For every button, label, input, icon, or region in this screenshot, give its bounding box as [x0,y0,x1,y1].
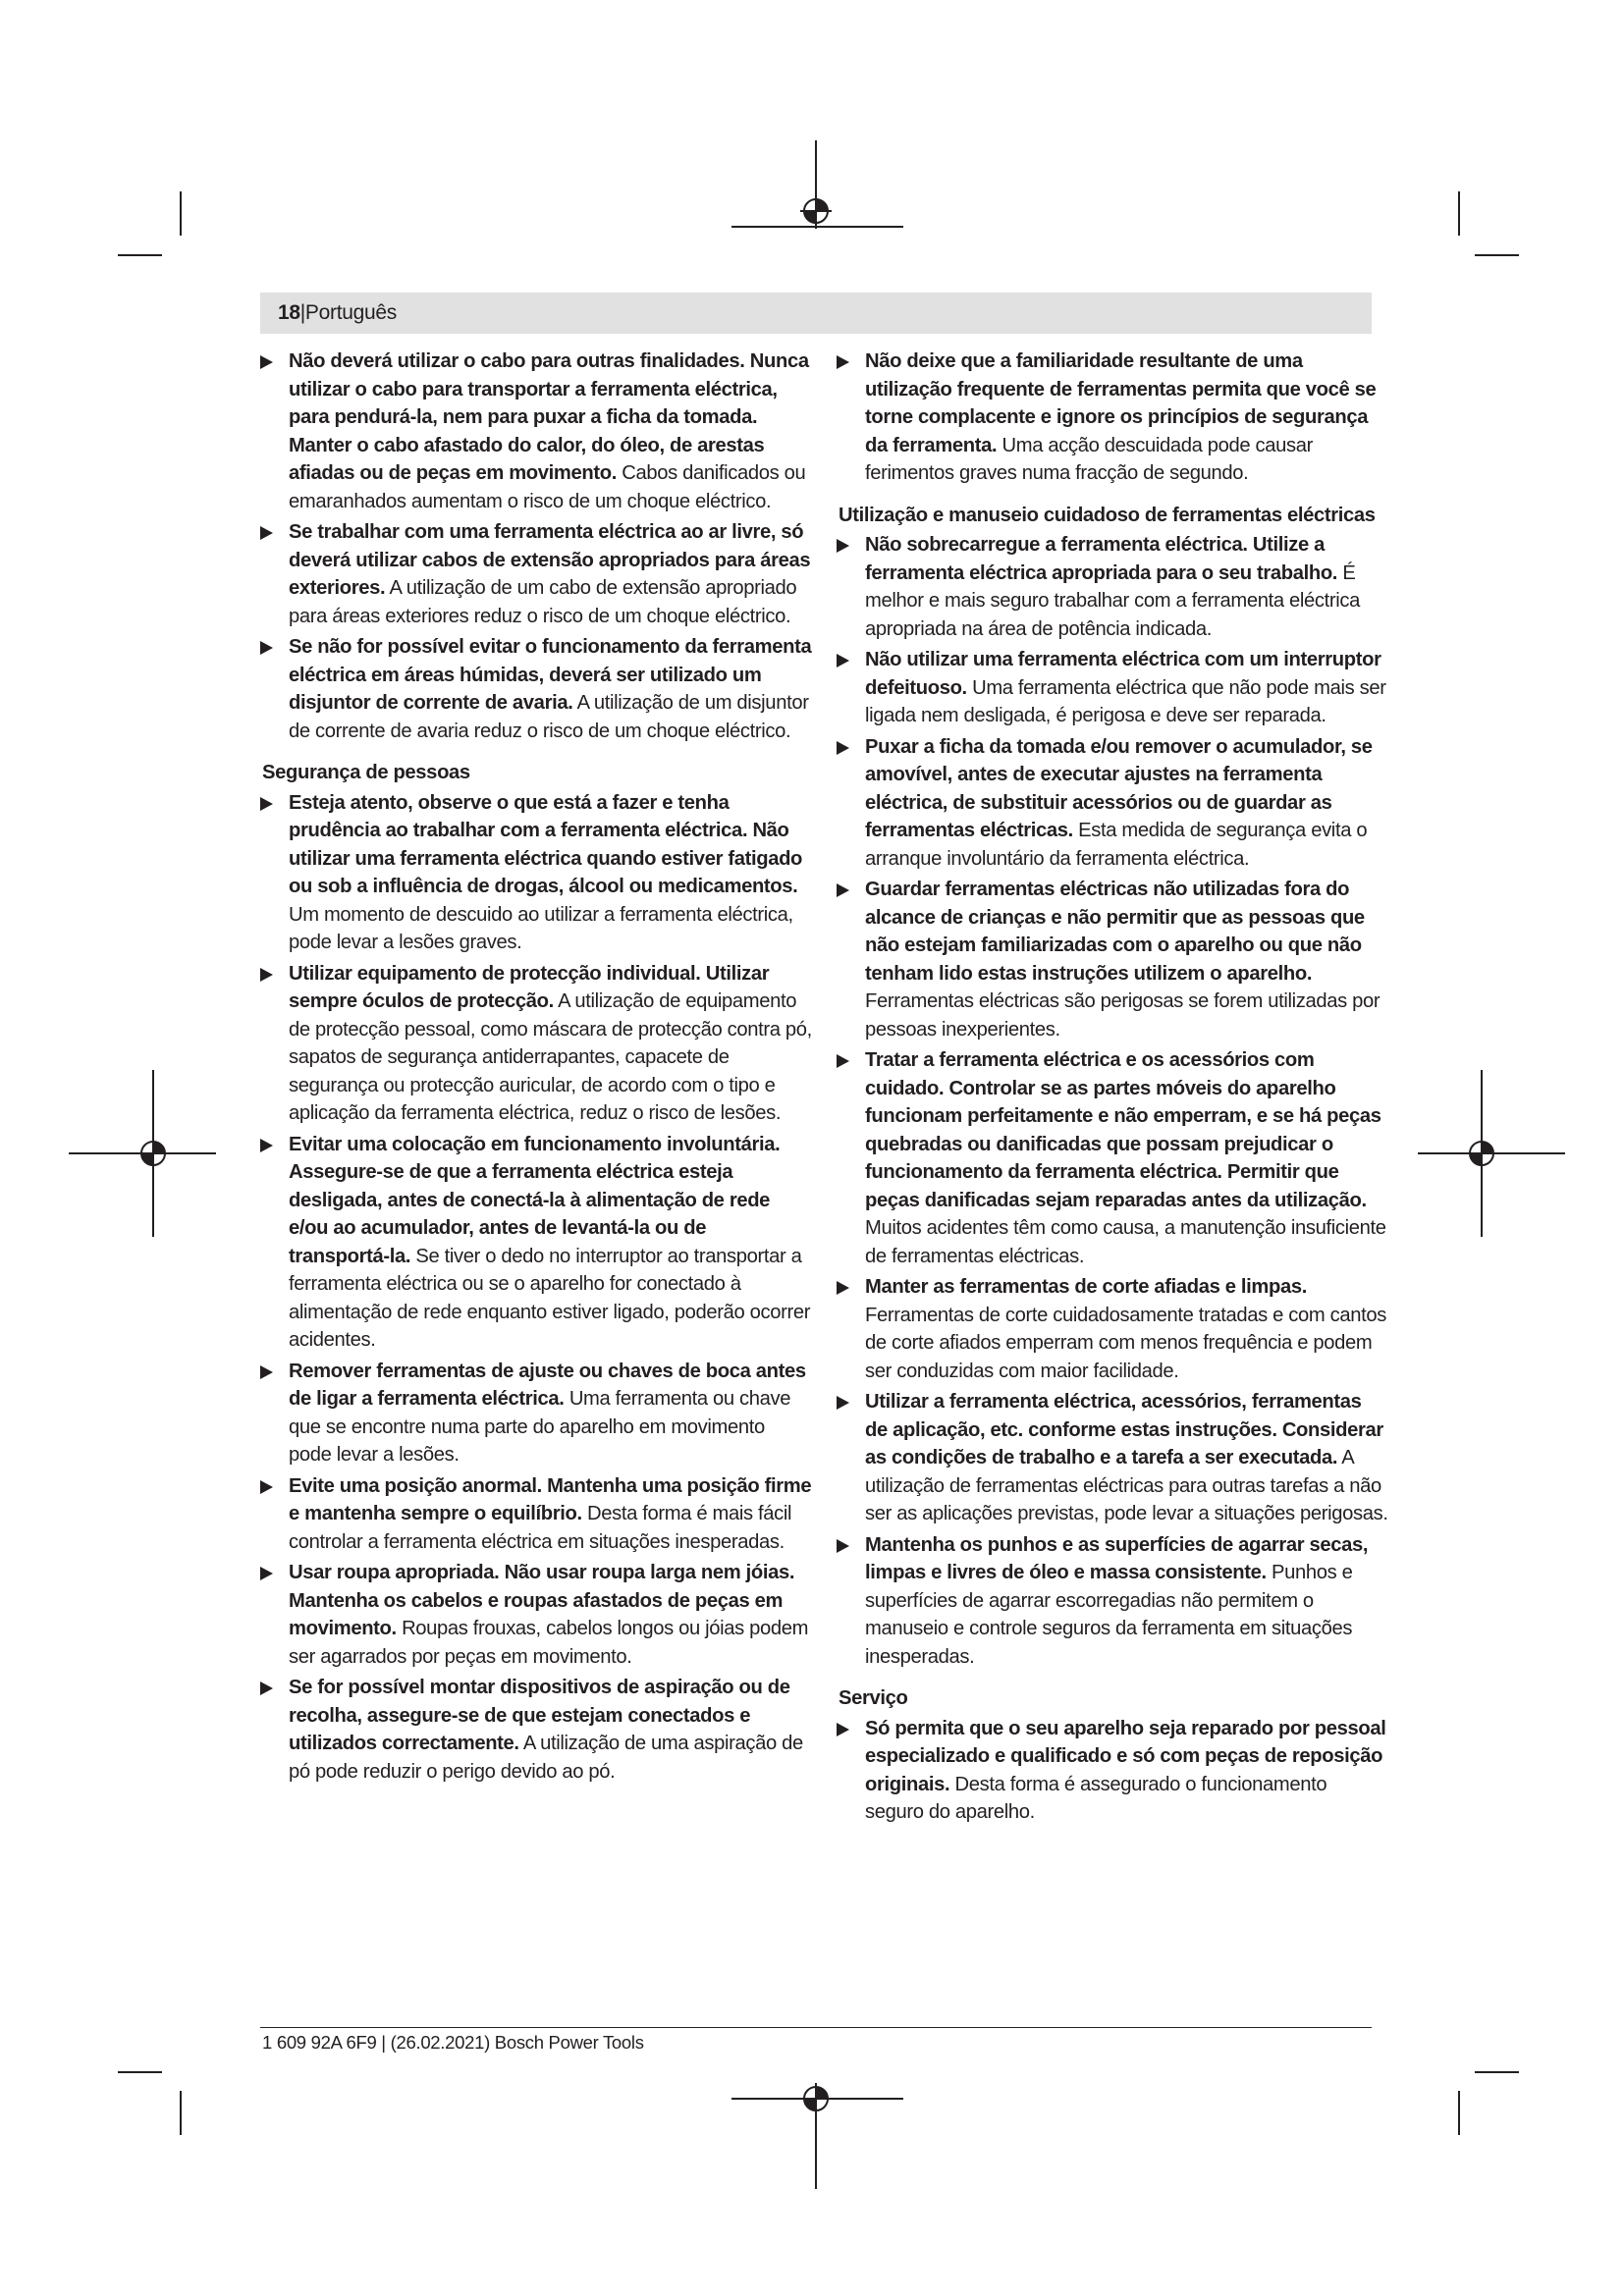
safety-item-instruction: Não utilizar uma ferramenta eléctrica com um interruptor defeituoso. [865,649,1381,699]
bullet-arrow-icon [260,355,273,369]
safety-item-explanation: Ferramentas eléctricas são perigosas se forem utilizadas por pessoas inexperientes. [865,990,1380,1041]
safety-item [262,789,812,957]
safety-item [839,1715,1388,1827]
bullet-arrow-icon [260,1682,273,1695]
safety-item-instruction: Não sobrecarregue a ferramenta eléctrica. Utilize a ferramenta eléctrica apropriada para o seu trabalho. [865,534,1338,584]
crop-mark [180,191,182,236]
safety-item [839,1273,1388,1385]
safety-item-instruction: Utilizar equipamento de protecção individual. Utilizar sempre óculos de protecção. [289,962,770,1012]
registration-target-icon [137,1138,169,1169]
safety-item [262,1472,812,1557]
crop-mark [1458,191,1460,236]
bullet-arrow-icon [260,1139,273,1152]
safety-item-explanation: Uma ferramenta eléctrica que não pode mais ser ligada nem desligada, é perigosa e deve ser reparada. [865,676,1386,726]
safety-item-instruction: Remover ferramentas de ajuste ou chaves de boca antes de ligar a ferramenta eléctrica. [289,1360,806,1410]
bullet-arrow-icon [837,1539,849,1553]
safety-item-instruction: Se trabalhar com uma ferramenta eléctrica ao ar livre, só deverá utilizar cabos de extensão apropriados para áreas exteriores. [289,521,811,599]
safety-item-instruction: Guardar ferramentas eléctricas não utilizadas fora do alcance de crianças e não permitir que as pessoas que não estejam familiarizadas com o aparelho ou que não tenham lido estas instruções utilizem o aparelho. [865,879,1365,985]
safety-item-instruction: Se não for possível evitar o funcionamento da ferramenta eléctrica em áreas húmidas, deverá ser utilizado um disjuntor de corrente de avaria. [289,636,812,714]
registration-target-icon [800,195,832,227]
section-title: Segurança de pessoas [262,762,470,783]
crop-mark [180,2091,182,2135]
bullet-arrow-icon [837,654,849,667]
bullet-arrow-icon [260,641,273,655]
safety-item-instruction: Se for possível montar dispositivos de aspiração ou de recolha, assegure-se de que estejam conectados e utilizados correctamente. [289,1677,790,1754]
safety-item-instruction: Não deixe que a familiaridade resultante de uma utilização frequente de ferramentas permita que você se torne complacente e ignore os princípios de segurança da ferramenta. [865,350,1377,456]
safety-item-explanation: A utilização de ferramentas eléctricas para outras tarefas a não ser as aplicações previstas, pode levar a situações perigosas. [865,1447,1388,1524]
safety-item-explanation: Esta medida de segurança evita o arranque involuntário da ferramenta eléctrica. [865,820,1368,870]
bullet-arrow-icon [837,1396,849,1410]
safety-item-explanation: Um momento de descuido ao utilizar a ferramenta eléctrica, pode levar a lesões graves. [289,903,793,953]
safety-item [262,518,812,630]
crop-mark [1475,254,1519,256]
safety-item [839,1046,1388,1270]
page-header [260,293,1372,334]
footer-rule [260,2027,1372,2028]
bullet-arrow-icon [837,1054,849,1068]
bullet-arrow-icon [260,1365,273,1379]
safety-item-explanation: Desta forma é assegurado o funcionamento seguro do aparelho. [865,1773,1327,1823]
crop-mark [1458,2091,1460,2135]
registration-target-icon [800,2083,832,2114]
safety-item [839,1388,1388,1528]
crop-mark [1475,2071,1519,2073]
safety-item-explanation: É melhor e mais seguro trabalhar com a ferramenta eléctrica apropriada na área de potência indicada. [865,561,1361,640]
safety-item-explanation: Punhos e superfícies de agarrar escorregadias não permitem o manuseio e controle seguros da ferramenta em situações inesperadas. [865,1562,1353,1668]
safety-item [262,960,812,1128]
safety-item-explanation: A utilização de uma aspiração de pó pode reduzir o perigo devido ao pó. [289,1733,803,1783]
safety-item-instruction: Puxar a ficha da tomada e/ou remover o acumulador, se amovível, antes de executar ajustes na ferramenta eléctrica, de substituir acessórios ou de guardar as ferramentas eléctricas. [865,735,1373,841]
bullet-arrow-icon [837,883,849,897]
safety-item-instruction: Só permita que o seu aparelho seja reparado por pessoal especializado e qualificado e só com peças de reposição originais. [865,1717,1386,1795]
safety-item-instruction: Esteja atento, observe o que está a fazer e tenha prudência ao trabalhar com a ferramenta eléctrica. Não utilizar uma ferramenta eléctrica quando estiver fatigado ou sob a influência de drogas, álcool ou medicamentos. [289,791,803,897]
safety-item-explanation: A utilização de um cabo de extensão apropriado para áreas exteriores reduz o risco de um choque eléctrico. [289,577,797,627]
safety-item [839,876,1388,1043]
safety-item-instruction: Evitar uma colocação em funcionamento involuntária. Assegure-se de que a ferramenta eléctrica esteja desligada, antes de conectá-la à alimentação de rede e/ou ao acumulador, antes de levantá-la ou de transportá-la. [289,1133,781,1267]
safety-item-explanation: A utilização de um disjuntor de corrente de avaria reduz o risco de um choque eléctrico. [289,692,809,742]
left-column [262,347,812,1789]
registration-target-icon [1466,1138,1497,1169]
safety-item-instruction: Tratar a ferramenta eléctrica e os acessórios com cuidado. Controlar se as partes móveis do aparelho funcionam perfeitamente e não emperram, e se há peças quebradas ou danificadas que possam prejudicar o funcionamento da ferramenta eléctrica. Permitir que peças danificadas sejam reparadas antes da utilização. [865,1049,1381,1211]
safety-item [839,1531,1388,1672]
right-column [839,347,1388,1830]
safety-item-instruction: Manter as ferramentas de corte afiadas e limpas. [865,1276,1307,1298]
safety-item [839,733,1388,874]
safety-item [262,1674,812,1786]
safety-item-explanation: Uma ferramenta ou chave que se encontre numa parte do aparelho em movimento pode levar a lesões. [289,1388,791,1466]
bullet-arrow-icon [837,355,849,369]
safety-item [839,347,1388,488]
safety-item [262,1559,812,1671]
crop-mark [118,2071,162,2073]
section-title: Utilização e manuseio cuidadoso de ferramentas eléctricas [839,504,1376,526]
safety-item-explanation: Se tiver o dedo no interruptor ao transportar a ferramenta eléctrica ou se o aparelho for conectado à alimentação de rede enquanto estiver ligado, poderão ocorrer acidentes. [289,1245,811,1351]
safety-item-explanation: Muitos acidentes têm como causa, a manutenção insuficiente de ferramentas eléctricas. [865,1217,1386,1267]
safety-item [262,633,812,745]
bullet-arrow-icon [260,1480,273,1494]
bullet-arrow-icon [837,741,849,755]
safety-item-explanation: Cabos danificados ou emaranhados aumentam o risco de um choque eléctrico. [289,462,806,512]
bullet-arrow-icon [260,526,273,540]
bullet-arrow-icon [260,968,273,982]
crop-mark [118,254,162,256]
bullet-arrow-icon [260,1567,273,1580]
section-title: Serviço [839,1687,908,1709]
safety-item-instruction: Evite uma posição anormal. Mantenha uma posição firme e mantenha sempre o equilíbrio. [289,1474,812,1524]
safety-item-instruction: Mantenha os punhos e as superfícies de agarrar secas, limpas e livres de óleo e massa consistente. [865,1533,1369,1583]
page-number: 18 [278,301,300,324]
safety-item [262,1358,812,1469]
header-separator: | [299,301,305,324]
bullet-arrow-icon [837,1723,849,1736]
safety-item-explanation: Uma acção descuidada pode causar ferimentos graves numa fracção de segundo. [865,434,1313,484]
bullet-arrow-icon [260,797,273,811]
safety-item-instruction: Utilizar a ferramenta eléctrica, acessórios, ferramentas de aplicação, etc. conforme estas instruções. Considerar as condições de trabalho e a tarefa a ser executada. [865,1391,1383,1468]
safety-item [839,531,1388,643]
bullet-arrow-icon [837,539,849,553]
footer-text: 1 609 92A 6F9 | (26.02.2021) Bosch Power Tools [262,2032,644,2053]
safety-item [839,646,1388,730]
header-language: Português [304,301,397,324]
safety-item-explanation: Ferramentas de corte cuidadosamente tratadas e com cantos de corte afiados emperram com menos frequência e podem ser conduzidas com maior facilidade. [865,1304,1387,1382]
safety-item-instruction: Não deverá utilizar o cabo para outras finalidades. Nunca utilizar o cabo para transportar a ferramenta eléctrica, para pendurá-la, nem para puxar a ficha da tomada. Manter o cabo afastado do calor, do óleo, de arestas afiadas ou de peças em movimento. [289,350,809,484]
safety-item-explanation: Roupas frouxas, cabelos longos ou jóias podem ser agarrados por peças em movimento. [289,1618,809,1668]
safety-item-instruction: Usar roupa apropriada. Não usar roupa larga nem jóias. Mantenha os cabelos e roupas afastados de peças em movimento. [289,1562,795,1639]
safety-item [262,1131,812,1355]
safety-item [262,347,812,515]
safety-item-explanation: Desta forma é mais fácil controlar a ferramenta eléctrica em situações inesperadas. [289,1503,792,1553]
page-header-text [278,301,397,325]
bullet-arrow-icon [837,1281,849,1295]
safety-item-explanation: A utilização de equipamento de protecção pessoal, como máscara de protecção contra pó, sapatos de segurança antiderrapantes, capacete de segurança ou protecção auricular, de acordo com o tipo e aplicação da ferramenta eléctrica, reduz o risco de lesões. [289,990,812,1124]
